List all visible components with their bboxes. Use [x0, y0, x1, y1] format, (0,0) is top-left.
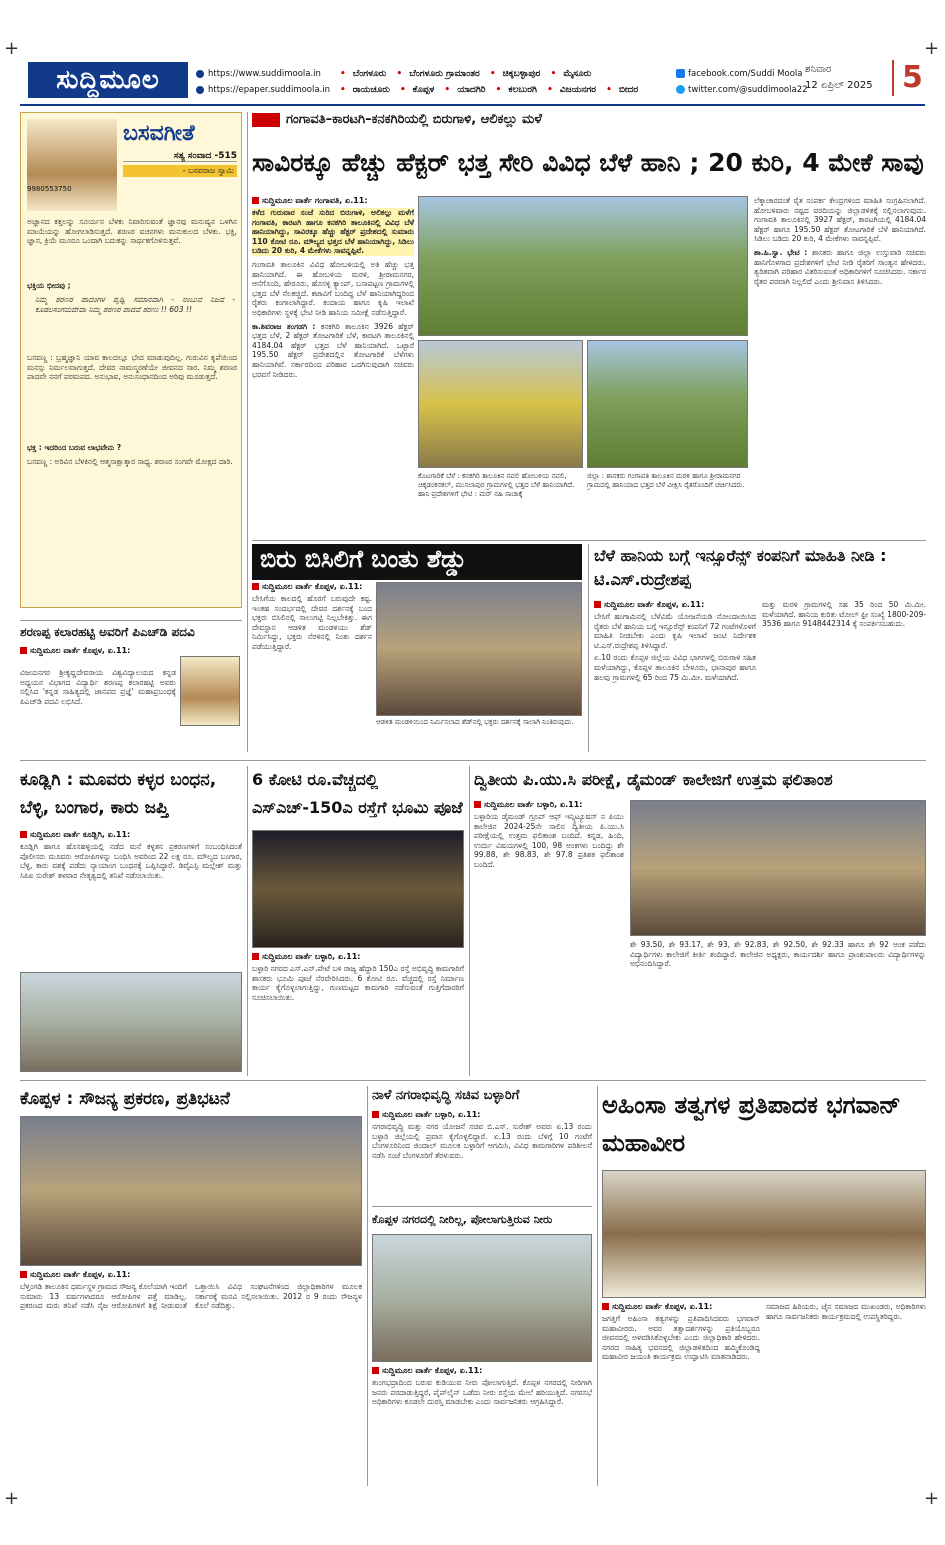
issue-day: ಶನಿವಾರ: [805, 64, 832, 75]
mahavir-byline: [602, 1302, 760, 1312]
phd-body: ವಿಜಯನಗರ ಶ್ರೀಕೃಷ್ಣದೇವರಾಯ ವಿಶ್ವವಿದ್ಯಾಲಯದ ಕನ್ನಡ ಅಧ್ಯಯನ ವಿಭಾಗದ ವಿದ್ಯಾರ್ಥಿ ಶರಣಪ್ಪ ಕಲಾರಹಟ್ಟಿ ಅವರು ಸಲ್ಲಿಸಿದ 'ಕನ್ನಡ ಸಾಹಿತ್ಯದಲ್ಲಿ ಜಾನಪದ ಪ್ರಜ್ಞೆ' ಮಹಾಪ್ರಬಂಧಕ್ಕೆ ಪಿಎಚ್‌ಡಿ ಪದವಿ ಲಭಿಸಿದೆ.: [20, 668, 176, 706]
header-rule: [20, 104, 925, 106]
mahavir-headline: ಅಹಿಂಸಾ ತತ್ವಗಳ ಪ್ರತಿಪಾದಕ ಭಗವಾನ್ ಮಹಾವೀರ: [602, 1091, 901, 1157]
registration-mark: +: [4, 38, 20, 59]
divider: [20, 1080, 926, 1081]
registration-mark: +: [924, 1488, 940, 1509]
bullet-icon: [20, 831, 27, 838]
edition-menu: • ಬೆಂಗಳೂರು • ಬೆಂಗಳೂರು ಗ್ರಾಮಾಂತರ • ಚಿಕ್ಕಬಳ್ಳಾಪುರ • ಮೈಸೂರು • ರಾಯಚೂರು • ಕೊಪ್ಪಳ • ಯಾದಗಿರಿ • ಕಲಬುರಗಿ • ವಿಜಯನಗರ • ಬೀದರ: [340, 66, 670, 98]
byline-text: ಸುದ್ದಿಮೂಲ ವಾರ್ತೆ ಕೊಪ್ಪಳ, ಏ.11:: [604, 600, 705, 609]
water-headline: ಕೊಪ್ಪಳ ನಗರದಲ್ಲಿ ನೀರಿಲ್ಲ, ಪೋಲಾಗುತ್ತಿರುವ ನೀರು: [372, 1213, 553, 1226]
lead-caption2: ಜಿಲ್ಲಾ : ಶಾಸಕರು ಗಂಗಾವತಿ ತಾಲೂಕಿನ ಮರಳಿ ಹಾಗೂ ಶ್ರೀರಾಮನಗರ ಗ್ರಾಮದಲ್ಲಿ ಹಾನಿಯಾದ ಭತ್ತದ ಬೆಳೆ ವೀಕ್ಷಿಸಿ ರೈತರೊಂದಿಗೆ ಚರ್ಚಿಸಿದರು.: [587, 472, 745, 489]
lead-body: ಗಂಗಾವತಿ ತಾಲೂಕಿನ ವಿವಿಧ ಹೋಬಳಿಯಲ್ಲಿ ಅತಿ ಹೆಚ್ಚು ಭತ್ತ ಹಾನಿಯಾಗಿದೆ. ಈ ಹೋಬಳಿಯ ಮರಳಿ, ಶ್ರೀರಾಮನಗರ, ಆನೆಗೊಂದಿ, ಹೇರೂರು, ಹೊಸಳ್ಳಿ ಕ್ಯಾಂಪ್, ಬಸಾಪಟ್ಟಣ ಗ್ರಾಮಗಳಲ್ಲಿ ಭತ್ತದ ಬೆಳೆ ನೆಲಕಚ್ಚಿದೆ. ಕಟಾವಿಗೆ ಬಂದಿದ್ದ ಬೆಳೆ ಹಾನಿಯಾಗಿದ್ದರಿಂದ ರೈತರು ಕಂಗಾಲಾಗಿದ್ದಾರೆ. ಕಂದಾಯ ಹಾಗೂ ಕೃಷಿ ಇಲಾಖೆ ಅಧಿಕಾರಿಗಳು ಸ್ಥಳಕ್ಕೆ ಭೇಟಿ ನೀಡಿ ಹಾನಿಯ ಸಮೀಕ್ಷೆ ನಡೆಸುತ್ತಿದ್ದಾರೆ.: [252, 259, 414, 317]
road-byline: [252, 952, 464, 962]
issue-date-text: 12 ಏಪ್ರಿಲ್ 2025: [805, 80, 873, 91]
kudligi-headline: ಕೂಡ್ಲಿಗಿ : ಮೂವರು ಕಳ್ಳರ ಬಂಧನ, ಬೆಳ್ಳಿ, ಬಂಗಾರ, ಕಾರು ಜಪ್ತಿ: [20, 770, 217, 818]
byline-text: ಸುದ್ದಿಮೂಲ ವಾರ್ತೆ ಕೊಪ್ಪಳ, ಏ.11:: [382, 1366, 483, 1375]
bullet-icon: [602, 1303, 609, 1310]
road-photo-bhoomi-puja: [252, 830, 464, 948]
column-rule: [367, 1086, 368, 1486]
lead-photo-field-visit: [418, 196, 748, 336]
divider: [20, 760, 926, 761]
byline-text: ಸುದ್ದಿಮೂಲ ವಾರ್ತೆ ಬಳ್ಳಾರಿ, ಏ.11:: [262, 952, 361, 961]
basava-question: ಭಕ್ತಿಯ ಭೀದವು ;: [27, 281, 71, 290]
water-body: ತುಂಗಭದ್ರಾದಿಂದ ಬರುವ ಕುಡಿಯುವ ನೀರು ಪೋಲಾಗುತ್ತಿದೆ. ಕೊಪ್ಪಳ ನಗರದಲ್ಲಿ ನೀರಿಗಾಗಿ ಜನರು ಪರದಾಡುತ್ತಿದ್ದರೆ, ಪೈಪ್‌ಲೈನ್ ಒಡೆದು ನೀರು ರಸ್ತೆಯ ಮೇಲೆ ಹರಿಯುತ್ತಿದೆ. ನಗರಸಭೆ ಅಧಿಕಾರಿಗಳು ಕೂಡಲೇ ದುರಸ್ತಿ ಮಾಡಬೇಕು ಎಂದು ಸಾರ್ವಜನಿಕರು ಆಗ್ರಹಿಸಿದ್ದಾರೆ.: [372, 1378, 592, 1407]
registration-mark: +: [4, 1488, 20, 1509]
bullet-icon: [252, 953, 259, 960]
kudligi-body: ಕೂಡ್ಲಿಗಿ ಹಾಗೂ ಹೊಸಹಳ್ಳಿಯಲ್ಲಿ ನಡೆದ ಮನೆ ಕಳ್ಳತನ ಪ್ರಕರಣಗಳಿಗೆ ಸಂಬಂಧಿಸಿದಂತೆ ಪೊಲೀಸರು ಮೂವರು ಆರೋಪಿಗಳನ್ನು ಬಂಧಿಸಿ ಅವರಿಂದ 22 ಲಕ್ಷ ರೂ. ಮೌಲ್ಯದ ಬಂಗಾರ, ಬೆಳ್ಳಿ, ಕಾರು ವಶಕ್ಕೆ ಪಡೆದು ನ್ಯಾಯಾಂಗ ಬಂಧನಕ್ಕೆ ಒಪ್ಪಿಸಿದ್ದಾರೆ. ಡಿವೈಎಸ್ಪಿ ಮಲ್ಲೇಶ್ ಮತ್ತು ಸಿಪಿಐ ಸುರೇಶ್ ತಳವಾರ ನೇತೃತ್ವದಲ್ಲಿ ತನಿಖೆ ನಡೆಸಲಾಯಿತು.: [20, 842, 242, 880]
edition-item: ಕೊಪ್ಪಳ: [412, 85, 435, 95]
road-col: [252, 952, 464, 1074]
road-headline: 6 ಕೋಟಿ ರೂ.ವೆಚ್ಚದಲ್ಲಿ ಎಸ್‌ಎಚ್-150ಎ ರಸ್ತೆಗೆ ಭೂಮಿ ಪೂಜೆ: [252, 770, 463, 817]
bullet-icon: [20, 1271, 27, 1278]
protest-col: [20, 1270, 362, 1480]
basava-title: ಬಸವಗೀತೆ: [123, 121, 195, 146]
column-rule: [469, 766, 470, 1076]
minister-col: [372, 1110, 592, 1202]
edition-item: ರಾಯಚೂರು: [352, 85, 390, 95]
water-photo-leak: [372, 1234, 592, 1362]
lead-body-b-text: ಕನಕಗಿರಿ ತಾಲೂಕಿನ 3926 ಹೆಕ್ಟರ್ ಭತ್ತದ ಬೆಳೆ, 2 ಹೆಕ್ಟರ್ ತೋಟಗಾರಿಕೆ ಬೆಳೆ, ಕಾರಟಗಿ ತಾಲೂಕಿನಲ್ಲಿ 4184.04 ಹೆಕ್ಟರ್ ಭತ್ತದ ಬೆಳೆ ಹಾನಿಯಾಗಿದೆ. ಒಟ್ಟಾರೆ 195.50 ಹೆಕ್ಟರ್ ಪ್ರದೇಶದಲ್ಲಿನ ತೋಟಗಾರಿಕೆ ಬೆಳೆಗಳು ಹಾನಿಯಾಗಿವೆ. ಸರ್ಕಾರದಿಂದ ಪರಿಹಾರ ಒದಗಿಸುವುದಾಗಿ ಸಚಿವರು ಭರವಸೆ ನೀಡಿದರು.: [252, 321, 414, 379]
puc-col2: [630, 940, 926, 1074]
mahavir-body: ಜಗತ್ತಿಗೆ ಅಹಿಂಸಾ ತತ್ವಗಳನ್ನು ಪ್ರತಿಪಾದಿಸಿದವರು ಭಗವಾನ್ ಮಹಾವೀರರು. ಅವರ ತತ್ವಾದರ್ಶಗಳನ್ನು ಪ್ರತಿಯೊಬ್ಬರೂ ಜೀವನದಲ್ಲಿ ಅಳವಡಿಸಿಕೊಳ್ಳಬೇಕು ಎಂದು ಜಿಲ್ಲಾಧಿಕಾರಿ ಹೇಳಿದರು. ನಗರದ ಸಾಹಿತ್ಯ ಭವನದಲ್ಲಿ ಜಿಲ್ಲಾಡಳಿತದಿಂದ ಹಮ್ಮಿಕೊಂಡಿದ್ದ ಮಹಾವೀರ ಜಯಂತಿ ಕಾರ್ಯಕ್ರಮ ಉದ್ಘಾಟಿಸಿ ಮಾತನಾಡಿದರು.: [602, 1314, 760, 1362]
water-byline: [372, 1366, 592, 1376]
basava-question2: ಭಕ್ತ : ಇದರಿಂದ ಬರುವ ಲಾಭವೇನು ?: [27, 443, 122, 452]
puc-headline: ದ್ವಿತೀಯ ಪಿ.ಯು.ಸಿ ಪರೀಕ್ಷೆ, ಡೈಮಂಡ್ ಕಾಲೇಜಿಗೆ ಉತ್ತಮ ಫಲಿತಾಂಶ: [474, 770, 833, 789]
edition-item: ಚಿಕ್ಕಬಳ್ಳಾಪುರ: [502, 69, 541, 79]
lead-body-d: [754, 248, 926, 286]
lead-photo-officials: [587, 340, 748, 468]
epaper-url[interactable]: https://epaper.suddimoola.in: [208, 85, 331, 95]
basava-geethe-box: [20, 112, 242, 608]
bullet-icon: [252, 197, 259, 204]
facebook-link[interactable]: facebook.com/Suddi Moola: [688, 69, 803, 79]
protest-headline: ಕೊಪ್ಪಳ : ಸೌಜನ್ಯ ಪ್ರಕರಣ, ಪ್ರತಿಭಟನೆ: [20, 1089, 230, 1109]
column-rule: [247, 766, 248, 1076]
lead-summary: ಕಳೆದ ಗುರುವಾರ ಸಂಜೆ ಸುರಿದ ಬಿರುಗಾಳಿ, ಆಲಿಕಲ್ಲು ಮಳೆಗೆ ಗಂಗಾವತಿ, ಕಾರಟಗಿ ಹಾಗೂ ಕನಕಗಿರಿ ತಾಲೂಕಿನಲ್ಲಿ ವಿವಿಧ ಬೆಳೆ ಹಾನಿಯಾಗಿದ್ದು, ಸಾವಿರಕ್ಕೂ ಹೆಚ್ಚು ಹೆಕ್ಟರ್ ಪ್ರದೇಶದಲ್ಲಿ ಸುಮಾರು 110 ಕೋಟಿ ರೂ. ಮೌಲ್ಯದ ಭತ್ತದ ಬೆಳೆ ಹಾನಿಯಾಗಿದ್ದು, ಸಿಡಿಲು ಬಡಿದು 20 ಕುರಿ, 4 ಮೇಕೆಗಳು ಸಾವನ್ನಪ್ಪಿವೆ.: [252, 208, 414, 256]
lead-subhead: ಕಾ.ಶಿವರಾಜ ತಂಗಡಗಿ :: [252, 321, 321, 331]
bullet-icon: [20, 647, 27, 654]
puc-photo-students: [630, 800, 926, 936]
byline-text: ಸುದ್ದಿಮೂಲ ವಾರ್ತೆ ಕೂಡ್ಲಿಗಿ, ಏ.11:: [30, 830, 131, 839]
edition-item: ಕಲಬುರಗಿ: [508, 85, 537, 95]
protest-photo: [20, 1116, 362, 1266]
puc-body2: ಶೇ 93.50, ಶೇ 93.17, ಶೇ 93, ಶೇ 92.83, ಶೇ 92.50, ಶೇ 92.33 ಹಾಗೂ ಶೇ 92 ಅಂಕ ಪಡೆದು ವಿದ್ಯಾರ್ಥಿಗಳು ಕಾಲೇಜಿಗೆ ಕೀರ್ತಿ ತಂದಿದ್ದಾರೆ. ಕಾಲೇಜಿನ ಅಧ್ಯಕ್ಷರು, ಕಾರ್ಯದರ್ಶಿ ಹಾಗೂ ಪ್ರಾಂಶುಪಾಲರು ವಿದ್ಯಾರ್ಥಿಗಳನ್ನು ಅಭಿನಂದಿಸಿದ್ದಾರೆ.: [630, 940, 926, 969]
heat-photo-temple-queue: [376, 582, 582, 716]
basava-body2: ಬಸವಣ್ಣ : ಬ್ರಹ್ಮಜ್ಞಾನಿ ಯಾವ ಕಾಲದಲ್ಲೂ ಭೇದ ಮಾಡುವುದಿಲ್ಲ. ಗುರುವಿನ ಕೃಪೆಯಿಂದ ಮನಸ್ಸು ನಿರ್ಮಲವಾಗುತ್ತದೆ. ದೇವರ ನಾಮಸ್ಮರಣೆಯೇ ಜೀವನದ ಸಾರ. ನಿಮ್ಮ ಶರಣರ ಪಾದವೇ ನನಗೆ ಪರಮಪದ. ಅನುಭಾವ, ಅನುಸಂಧಾನದಿಂದ ಅರಿವು ಮೂಡುತ್ತದೆ.: [27, 353, 237, 382]
bullet-icon: [474, 801, 481, 808]
insurance-col1: [594, 600, 756, 752]
page-number: 5: [892, 60, 923, 96]
phd-story: [20, 626, 242, 746]
facebook-icon: [676, 69, 685, 78]
puc-byline: [474, 800, 624, 810]
basava-body: ಅಜ್ಞಾನದ ಕತ್ತಲನ್ನು ಸೂರ್ಯನ ಬೆಳಕು ನಿವಾರಿಸುವಂತೆ ಜ್ಞಾನವು ಮನುಷ್ಯನ ಒಳಗಿನ ಮಾಯೆಯನ್ನು ಹೋಗಲಾಡಿಸುತ್ತದೆ. ಶರಣರ ವಚನಗಳು ಮನುಕುಲದ ಬೆಳಕು. ಭಕ್ತಿ, ಜ್ಞಾನ, ಕ್ರಿಯೆ ಮೂರೂ ಒಂದಾಗಿ ಬದುಕನ್ನು ಸಾರ್ಥಕಗೊಳಿಸುತ್ತವೆ.: [27, 217, 237, 246]
edition-item: ಮೈಸೂರು: [563, 69, 592, 79]
insurance-byline: [594, 600, 756, 610]
byline-text: ಸುದ್ದಿಮೂಲ ವಾರ್ತೆ ಕೊಪ್ಪಳ, ಏ.11:: [30, 1270, 131, 1279]
byline-text: ಸುದ್ದಿಮೂಲ ವಾರ್ತೆ ಕೊಪ್ಪಳ, ಏ.11:: [262, 582, 363, 591]
edition-item: ಬೀದರ: [618, 85, 639, 95]
masthead-logo: ಸುದ್ದಿಮೂಲ: [28, 62, 188, 98]
basava-phone: 9980553750: [27, 185, 72, 193]
road-body: ಬಳ್ಳಾರಿ ನಗರದ ಎಸ್.ಎನ್.ಪೇಟೆ ಬಳಿ ರಾಜ್ಯ ಹೆದ್ದಾರಿ 150ಎ ರಸ್ತೆ ಅಭಿವೃದ್ಧಿ ಕಾಮಗಾರಿಗೆ ಶಾಸಕರು ಭೂಮಿ ಪೂಜೆ ನೆರವೇರಿಸಿದರು. 6 ಕೋಟಿ ರೂ. ವೆಚ್ಚದಲ್ಲಿ ರಸ್ತೆ ನಿರ್ಮಾಣ ಕಾರ್ಯ ಕೈಗೊಳ್ಳಲಾಗುತ್ತಿದ್ದು, ಗುಣಮಟ್ಟದ ಕಾಮಗಾರಿ ನಡೆಸುವಂತೆ ಗುತ್ತಿಗೆದಾರರಿಗೆ ಸೂಚಿಸಲಾಯಿತು.: [252, 964, 464, 1002]
column-rule: [597, 1086, 598, 1486]
bullet-icon: [594, 601, 601, 608]
divider: [372, 1206, 592, 1207]
social-links: [676, 66, 808, 98]
site-url[interactable]: https://www.suddimoola.in: [208, 69, 321, 79]
registration-mark: +: [924, 38, 940, 59]
column-rule: [588, 544, 589, 752]
heat-headline: ಬಿರು ಬಿಸಿಲಿಗೆ ಬಂತು ಶೆಡ್ಡು: [252, 544, 582, 580]
bullet-icon: [372, 1111, 379, 1118]
divider: [20, 620, 242, 621]
protest-body: ಬೆಳ್ತಂಗಡಿ ತಾಲೂಕಿನ ಧರ್ಮಸ್ಥಳ ಗ್ರಾಮದ ಸೌಜನ್ಯ ಕೊಲೆಯಾಗಿ ಇಂದಿಗೆ ಸುಮಾರು 13 ವರ್ಷಗಳಾದರೂ ಆರೋಪಿಗಳ ಪತ್ತೆ ಮಾಡಿಲ್ಲ. ಪ್ರಕರಣದ ಮರು ತನಿಖೆ ನಡೆಸಿ ನೈಜ ಆರೋಪಿಗಳಿಗೆ ಶಿಕ್ಷೆ ನೀಡುವಂತೆ ಒತ್ತಾಯಿಸಿ ವಿವಿಧ ಸಂಘಟನೆಗಳಿಂದ ಜಿಲ್ಲಾಧಿಕಾರಿಗಳ ಮೂಲಕ ಸರ್ಕಾರಕ್ಕೆ ಮನವಿ ಸಲ್ಲಿಸಲಾಯಿತು. 2012 ರ 9 ರಂದು ಸೌಜನ್ಯಳ ಕೊಲೆ ನಡೆದಿತ್ತು.: [20, 1282, 362, 1311]
insurance-col2: [762, 600, 926, 752]
kudligi-photo-police: [20, 972, 242, 1072]
minister-byline: [372, 1110, 592, 1120]
lead-subhead2: ಶಾ.ಹಿ.ಸ್ವಾ. ಭೇಟಿ :: [754, 247, 812, 257]
edition-item: ವಿಜಯನಗರ: [559, 85, 596, 95]
heat-body: ಬೇಸಿಗೆಯ ಕಾಲದಲ್ಲಿ ಹೊರಗೆ ಬರುವುದೇ ಕಷ್ಟ. ಇಂತಹ ಸಂದರ್ಭದಲ್ಲಿ ದೇವರ ದರ್ಶನಕ್ಕೆ ಬಂದ ಭಕ್ತರು ಬಿಸಿಲಿನಲ್ಲಿ ಸಾಲುಗಟ್ಟಿ ನಿಲ್ಲಬೇಕಿತ್ತು. ಈಗ ದೇವಸ್ಥಾನ ಆಡಳಿತ ಮಂಡಳಿಯು ಶೆಡ್ ನಿರ್ಮಿಸಿದ್ದು, ಭಕ್ತರು ನೆರಳಿನಲ್ಲಿ ನಿಂತು ದರ್ಶನ ಪಡೆಯುತ್ತಿದ್ದಾರೆ.: [252, 594, 372, 651]
saint-illustration: [27, 119, 117, 211]
lead-body-d-text: ಶಾಸಕರು ಹಾಗೂ ಜಿಲ್ಲಾ ಉಸ್ತುವಾರಿ ಸಚಿವರು ಹಾನಿಗೊಳಗಾದ ಪ್ರದೇಶಗಳಿಗೆ ಭೇಟಿ ನೀಡಿ ರೈತರಿಗೆ ಸಾಂತ್ವನ ಹೇಳಿದರು. ತ್ವರಿತವಾಗಿ ಪರಿಹಾರ ವಿತರಿಸುವಂತೆ ಅಧಿಕಾರಿಗಳಿಗೆ ಸೂಚಿಸಿದರು. ಸರ್ಕಾರ ರೈತರ ಪರವಾಗಿ ನಿಲ್ಲಲಿದೆ ಎಂದು ಶ್ರೀನಿವಾಸ ತಿಳಿಸಿದರು.: [754, 247, 926, 286]
edition-item: ಬೆಂಗಳೂರು: [352, 69, 387, 79]
lead-photo-crop-damage: [418, 340, 583, 468]
basava-subtitle: ಸತ್ಯ ಸಂವಾದ -515: [123, 151, 237, 162]
lead-caption1: ಕೊಟಗಾರಿಕೆ ಬೆಳೆ : ಕನಕಗಿರಿ ತಾಲೂಕಿನ ನವಲಿ ಹೋಬಳಿಯ ನವಲಿ, ಚಿಕ್ಕಡಂಕನಕಲ್, ಮುಸಲಾಪುರ ಗ್ರಾಮಗಳಲ್ಲಿ ಭತ್ತದ ಬೆಳೆ ಹಾನಿಯಾಗಿದೆ. ಹಾನಿ ಪ್ರದೇಶಗಳಿಗೆ ಭೇಟಿ : ಮರ್ ನಹಿ ಸಾಚಾಕ್ಕೆ: [418, 472, 575, 498]
mahavir-col1: [602, 1302, 760, 1484]
puc-body: ಬಳ್ಳಾರಿಯ ಡೈಮಂಡ್ ಗ್ರೂಪ್ ಆಫ್ ಇನ್ಸ್ಟಿಟ್ಯೂಷನ್ ನ ಪಿಯು ಕಾಲೇಜಿನ 2024-25ನೇ ಸಾಲಿನ ದ್ವಿತೀಯ ಪಿ.ಯು.ಸಿ ಪರೀಕ್ಷೆಯಲ್ಲಿ ಉತ್ತಮ ಫಲಿತಾಂಶ ಬಂದಿದೆ. ಕನ್ನಡ, ಹಿಂದಿ, ಉರ್ದು ವಿಷಯಗಳಲ್ಲಿ 100, 98 ಅಂಕಗಳು ಬಂದಿದ್ದು ಶೇ 99.88, ಶೇ 98.83, ಶೇ 97.8 ಪ್ರತಿಶತ ಫಲಿತಾಂಶ ಬಂದಿದೆ.: [474, 812, 624, 869]
minister-body: ನಗರಾಭಿವೃದ್ಧಿ ಮತ್ತು ನಗರ ಯೋಜನೆ ಸಚಿವ ಬಿ.ಎಸ್. ಸುರೇಶ್ ಅವರು ಏ.13 ರಂದು ಬಳ್ಳಾರಿ ಜಿಲ್ಲೆಯಲ್ಲಿ ಪ್ರವಾಸ ಕೈಗೊಳ್ಳಲಿದ್ದಾರೆ. ಏ.13 ರಂದು ಬೆಳಿಗ್ಗೆ 10 ಗಂಟೆಗೆ ಬೆಂಗಳೂರಿನಿಂದ ಜಿಂದಾಲ್ ಮೂಲಕ ಬಳ್ಳಾರಿಗೆ ಆಗಮಿಸಿ, ವಿವಿಧ ಕಾಮಗಾರಿಗಳ ಪರಿಶೀಲನೆ ನಡೆಸಿ ಸಂಜೆ ಬೆಂಗಳೂರಿಗೆ ತೆರಳುವರು.: [372, 1122, 592, 1160]
masthead-links: [196, 66, 330, 98]
puc-col1: [474, 800, 624, 1074]
water-col: [372, 1366, 592, 1482]
basava-body3: ಬಸವಣ್ಣ : ಅರಿವಿನ ಬೆಳಕಿನಲ್ಲಿ ಆತ್ಮಸಾಕ್ಷಾತ್ಕಾರ ಸಾಧ್ಯ. ಶರಣರ ಸಂಗವೇ ಮೋಕ್ಷದ ದಾರಿ.: [27, 457, 233, 466]
globe-icon: [196, 86, 204, 94]
lead-byline: [252, 196, 414, 206]
phd-byline: [20, 646, 242, 656]
edition-item: ಯಾದಗಿರಿ: [457, 85, 486, 95]
minister-headline: ನಾಳೆ ನಗರಾಭಿವೃದ್ಧಿ ಸಚಿವ ಬಳ್ಳಾರಿಗೆ: [372, 1088, 520, 1103]
mahavir-body2: ಸಮಾಜದ ಹಿರಿಯರು, ಜೈನ ಸಮಾಜದ ಮುಖಂಡರು, ಅಧಿಕಾರಿಗಳು ಹಾಗೂ ಸಾರ್ವಜನಿಕರು ಕಾರ್ಯಕ್ರಮದಲ್ಲಿ ಉಪಸ್ಥಿತರಿದ್ದರು.: [766, 1302, 926, 1321]
lead-body-c: ಲೆಕ್ಕಾಚಾರದಂತೆ ರೈತ ಸಂಪರ್ಕ ಕೇಂದ್ರಗಳಿಂದ ಮಾಹಿತಿ ಸಂಗ್ರಹಿಸಲಾಗಿದೆ. ಹೋಬಳಿವಾರು ನಷ್ಟದ ವರದಿಯನ್ನು ಜಿಲ್ಲಾಡಳಿತಕ್ಕೆ ಸಲ್ಲಿಸಲಾಗುವುದು. ಗಂಗಾವತಿ ತಾಲೂಕಿನಲ್ಲಿ 3927 ಹೆಕ್ಟರ್, ಕಾರಟಗಿಯಲ್ಲಿ 4184.04 ಹೆಕ್ಟರ್ ಹಾಗೂ 195.50 ಹೆಕ್ಟರ್ ತೋಟಗಾರಿಕೆ ಬೆಳೆ ಹಾನಿಯಾಗಿದೆ. ಸಿಡಿಲು ಬಡಿದು 20 ಕುರಿ, 4 ಮೇಕೆಗಳು ಸಾವನ್ನಪ್ಪಿವೆ.: [754, 196, 926, 244]
lead-headline: ಸಾವಿರಕ್ಕೂ ಹೆಚ್ಚು ಹೆಕ್ಟರ್ ಭತ್ತ ಸೇರಿ ವಿವಿಧ ಬೆಳೆ ಹಾನಿ ; 20 ಕುರಿ, 4 ಮೇಕೆ ಸಾವು: [252, 148, 924, 177]
mahavir-col2: [766, 1302, 926, 1484]
lead-kicker: [252, 112, 926, 134]
bullet-icon: [252, 583, 259, 590]
byline-text: ಸುದ್ದಿಮೂಲ ವಾರ್ತೆ ಗಂಗಾವತಿ, ಏ.11:: [262, 196, 368, 205]
phd-portrait: [180, 656, 240, 726]
lead-col1: [252, 196, 414, 536]
mahavir-photo-event: [602, 1170, 926, 1298]
insurance-body2: ಏ.10 ರಂದು ಕೊಪ್ಪಳ ಜಿಲ್ಲೆಯ ವಿವಿಧ ಭಾಗಗಳಲ್ಲಿ ಬಿರುಗಾಳಿ ಸಹಿತ ಮಳೆಯಾಗಿದ್ದು, ಕೊಪ್ಪಳ ತಾಲೂಕಿನ ಬೇಳೂರು, ಭಾನಾಪುರ ಹಾಗೂ ಹಲವು ಗ್ರಾಮಗಳಲ್ಲಿ 65 ರಿಂದ 75 ಮಿ.ಮೀ. ಮಳೆಯಾಗಿದೆ.: [594, 653, 756, 682]
column-rule: [247, 112, 248, 752]
phd-headline: ಶರಣಪ್ಪ ಕಲಾರಹಟ್ಟಿ ಅವರಿಗೆ ಪಿಎಚ್‌ಡಿ ಪದವಿ: [20, 626, 195, 639]
twitter-link[interactable]: twitter.com/@suddimoola22: [688, 85, 808, 95]
divider: [252, 540, 926, 541]
byline-text: ಸುದ್ದಿಮೂಲ ವಾರ್ತೆ ಕೊಪ್ಪಳ, ಏ.11:: [612, 1302, 713, 1311]
lead-body-b: [252, 322, 414, 380]
edition-item: ಬೆಂಗಳೂರು ಗ್ರಾಮಾಂತರ: [409, 69, 480, 79]
basava-verse: ನಿಮ್ಮ ಶರಣರ ಪಾದಂಗಳ ಪೃಥ್ವಿ ಸಮಾನವಾಗಿ - ನಂಬುವ ನಿಜವ - ಕೂಡಲಸಂಗಮದೇವಾ ನಿಮ್ಮ ಶರಣರ ಪಾದವೆ ಶರಣು !! 603 !!: [35, 295, 235, 314]
bullet-icon: [372, 1367, 379, 1374]
insurance-body3: ಮತ್ತು ಮರಳಿ ಗ್ರಾಮಗಳಲ್ಲಿ ಸಹ 35 ರಿಂದ 50 ಮಿ.ಮೀ. ಮಳೆಯಾಗಿದೆ. ಹಾನಿಯ ಕುರಿತು ಟೋಲ್ ಫ್ರೀ ಸಂಖ್ಯೆ 1800-209-3536 ಹಾಗೂ 9148442314 ಕ್ಕೆ ಸಂಪರ್ಕಿಸಬಹುದು.: [762, 600, 926, 629]
lead-col3: [754, 196, 926, 536]
twitter-icon: [676, 85, 685, 94]
heat-col: [252, 582, 372, 750]
byline-text: ಸುದ್ದಿಮೂಲ ವಾರ್ತೆ ಕೊಪ್ಪಳ, ಏ.11:: [30, 645, 131, 655]
protest-byline: [20, 1270, 362, 1280]
heat-byline: [252, 582, 372, 592]
byline-text: ಸುದ್ದಿಮೂಲ ವಾರ್ತೆ ಬಳ್ಳಾರಿ, ಏ.11:: [382, 1110, 481, 1119]
kudligi-byline: [20, 830, 242, 840]
kicker-bar-icon: [252, 113, 280, 127]
globe-icon: [196, 70, 204, 78]
kicker-text: ಗಂಗಾವತಿ–ಕಾರಟಗಿ–ಕನಕಗಿರಿಯಲ್ಲಿ ಬಿರುಗಾಳಿ, ಆಲಿಕಲ್ಲು ಮಳೆ: [286, 112, 542, 127]
byline-text: ಸುದ್ದಿಮೂಲ ವಾರ್ತೆ ಬಳ್ಳಾರಿ, ಏ.11:: [484, 800, 583, 809]
kudligi-col: [20, 830, 242, 970]
basava-author: - ಬಸವರಾಜ ಸ್ವಾಮಿ: [123, 165, 237, 177]
insurance-body: ಬೇಸಿಗೆ ಹಂಗಾಮಿನಲ್ಲಿ ಬೆಳೆವಿಮೆ ಯೋಜನೆಯಡಿ ನೋಂದಾಯಿಸಿದ ರೈತರು ಬೆಳೆ ಹಾನಿಯ ಬಗ್ಗೆ ಇನ್ಸೂರೆನ್ಸ್ ಕಂಪನಿಗೆ 72 ಗಂಟೆಗಳೊಳಗೆ ಮಾಹಿತಿ ನೀಡಬೇಕು ಎಂದು ಕೃಷಿ ಇಲಾಖೆ ಜಂಟಿ ನಿರ್ದೇಶಕ ಟಿ.ಎಸ್.ರುದ್ರೇಶಪ್ಪ ತಿಳಿಸಿದ್ದಾರೆ.: [594, 612, 756, 650]
issue-date: [805, 62, 873, 94]
insurance-headline: ಬೆಳೆ ಹಾನಿಯ ಬಗ್ಗೆ ಇನ್ಸೂರೆನ್ಸ್ ಕಂಪನಿಗೆ ಮಾಹಿತಿ ನೀಡಿ : ಟಿ.ಎಸ್.ರುದ್ರೇಶಪ್ಪ: [594, 546, 887, 589]
heat-caption: ಆಡಳಿತ ಮಂಡಳಿಯಿಂದ ನಿರ್ಮಿಸಲಾದ ಶೆಡ್‌ನಲ್ಲಿ ಭಕ್ತರು ದರ್ಶನಕ್ಕೆ ಸಾಲಾಗಿ ನಿಂತಿರುವುದು.: [376, 718, 574, 726]
